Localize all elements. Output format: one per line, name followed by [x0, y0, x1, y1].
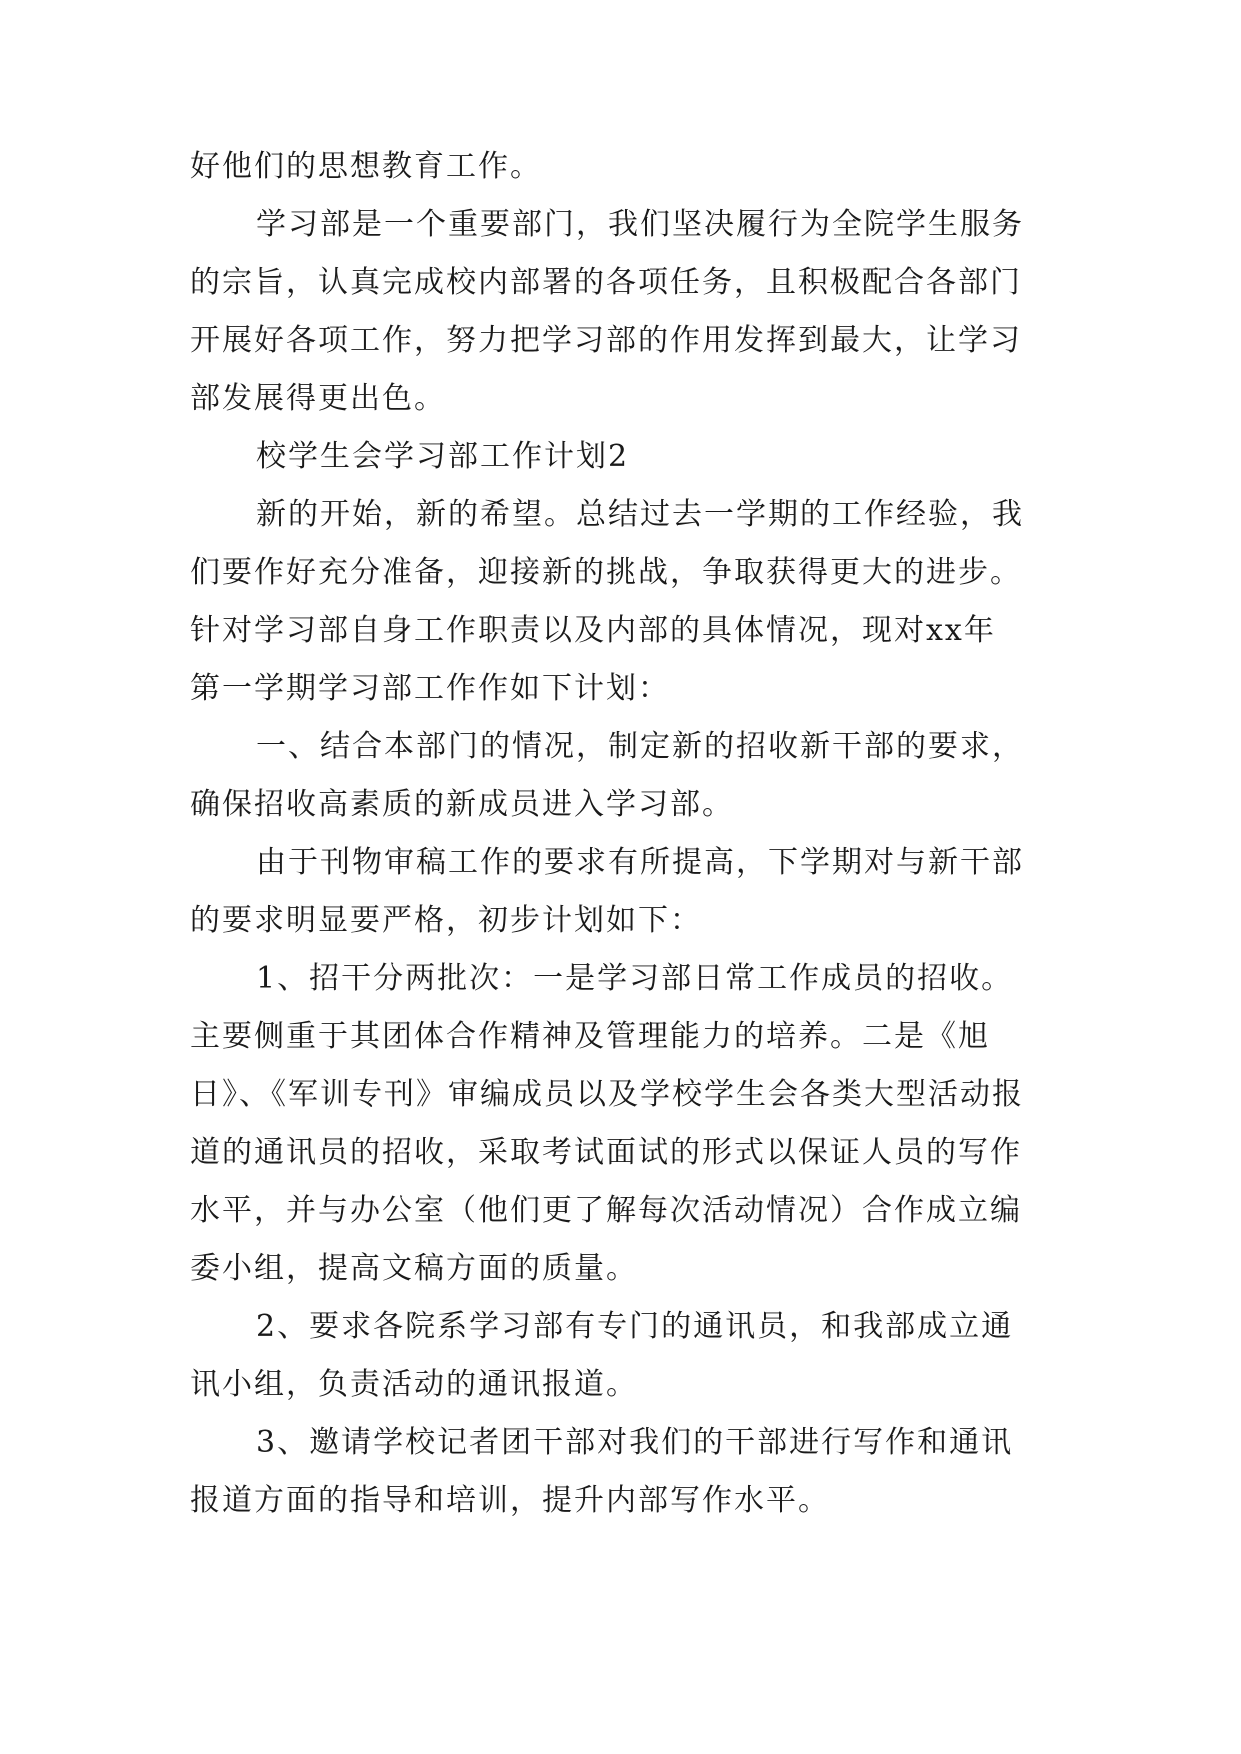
text-line-3: 的宗旨，认真完成校内部署的各项任务，且积极配合各部门 [190, 265, 1022, 300]
text-line-5: 部发展得更出色。 [190, 381, 446, 416]
section-heading: 校学生会学习部工作计划2 [256, 439, 630, 474]
text-line-19: 水平，并与办公室（他们更了解每次活动情况）合作成立编 [190, 1193, 1022, 1228]
text-line-4: 开展好各项工作，努力把学习部的作用发挥到最大，让学习 [190, 323, 1022, 358]
text-line-14: 的要求明显要严格，初步计划如下： [190, 903, 702, 938]
text-line-22: 讯小组，负责活动的通讯报道。 [190, 1367, 638, 1402]
text-line-23: 3、邀请学校记者团干部对我们的干部进行写作和通讯 [256, 1425, 1014, 1460]
text-line-24: 报道方面的指导和培训，提升内部写作水平。 [190, 1483, 830, 1518]
text-line-9: 针对学习部自身工作职责以及内部的具体情况，现对xx年 [190, 613, 996, 648]
text-line-2: 学习部是一个重要部门，我们坚决履行为全院学生服务 [256, 207, 1024, 242]
text-line-21: 2、要求各院系学习部有专门的通讯员，和我部成立通 [256, 1309, 1014, 1344]
text-line-13: 由于刊物审稿工作的要求有所提高，下学期对与新干部 [256, 845, 1024, 880]
text-line-7: 新的开始，新的希望。总结过去一学期的工作经验，我 [256, 497, 1024, 532]
text-line-11: 一、结合本部门的情况，制定新的招收新干部的要求， [256, 729, 1024, 764]
text-line-10: 第一学期学习部工作作如下计划： [190, 671, 670, 706]
text-line-8: 们要作好充分准备，迎接新的挑战，争取获得更大的进步。 [190, 555, 1022, 590]
text-line-16: 主要侧重于其团体合作精神及管理能力的培养。二是《旭 [190, 1019, 990, 1054]
text-line-15: 1、招干分两批次：一是学习部日常工作成员的招收。 [256, 961, 1014, 996]
text-line-12: 确保招收高素质的新成员进入学习部。 [190, 787, 734, 822]
text-line-1: 好他们的思想教育工作。 [190, 149, 542, 184]
text-line-20: 委小组，提高文稿方面的质量。 [190, 1251, 638, 1286]
text-line-17: 日》、《军训专刊》审编成员以及学校学生会各类大型活动报 [190, 1077, 1024, 1112]
text-line-18: 道的通讯员的招收，采取考试面试的形式以保证人员的写作 [190, 1135, 1022, 1170]
